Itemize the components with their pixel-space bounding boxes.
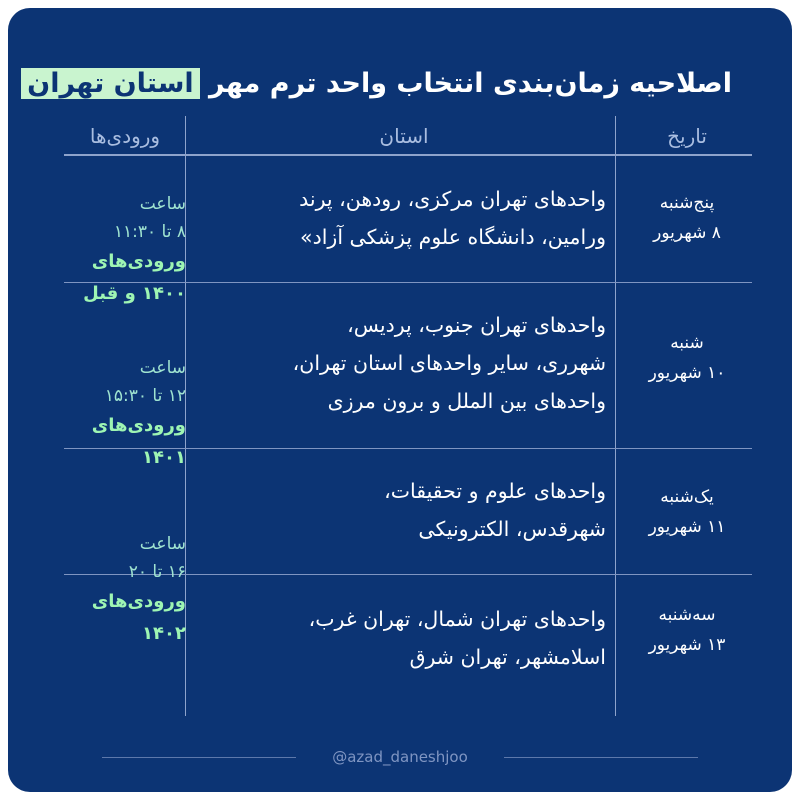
province-line: شهرقدس، الکترونیکی: [418, 517, 606, 541]
entry-time-range: ۱۶ تا ۲۰: [128, 562, 186, 582]
province-line: واحدهای تهران جنوب، پردیس،: [347, 313, 606, 337]
announcement-card: [8, 8, 792, 792]
footer-line-left: [102, 757, 296, 758]
province-line: ورامین، دانشگاه علوم پزشکی آزاد»: [300, 225, 606, 249]
title-highlight: استان تهران: [21, 68, 199, 99]
entry-year: ۱۴۰۰ و قبل: [83, 283, 186, 304]
entry-label: ورودی‌های: [91, 251, 186, 272]
entry-label: ورودی‌های: [91, 415, 186, 436]
row-day-date: ۸ شهریور: [653, 223, 721, 243]
row-date: [622, 600, 752, 660]
entry-group: [64, 530, 186, 650]
row-date: [622, 328, 752, 388]
row-date: [622, 188, 752, 248]
province-line: واحدهای علوم و تحقیقات،: [384, 479, 606, 503]
entry-label: ورودی‌های: [91, 591, 186, 612]
row-day: یک‌شنبه: [660, 487, 714, 507]
header-date: تاریخ: [667, 124, 707, 148]
header-province: استان: [379, 124, 429, 148]
row-provinces: [198, 180, 606, 256]
row-provinces: [198, 306, 606, 420]
province-line: واحدهای بین الملل و برون مرزی: [327, 389, 606, 413]
row-day: شنبه: [670, 333, 704, 353]
row-provinces: [198, 472, 606, 548]
entry-time-range: ۱۲ تا ۱۵:۳۰: [104, 386, 186, 406]
entry-time-label: ساعت: [139, 534, 186, 554]
entry-group: [64, 354, 186, 474]
entry-time-range: ۸ تا ۱۱:۳۰: [113, 222, 186, 242]
province-line: شهرری، سایر واحدهای استان تهران،: [292, 351, 606, 375]
header-entries: ورودی‌ها: [89, 124, 161, 148]
header-divider: [64, 154, 752, 156]
province-line: واحدهای تهران شمال، تهران غرب،: [308, 607, 606, 631]
province-line: واحدهای تهران مرکزی، رودهن، پرند: [299, 187, 606, 211]
row-day: پنج‌شنبه: [659, 193, 715, 213]
page-title: [21, 64, 732, 104]
title-main: اصلاحیه زمان‌بندی انتخاب واحد ترم مهر: [209, 68, 732, 99]
row-provinces: [198, 600, 606, 676]
footer-line-right: [504, 757, 698, 758]
footer-handle: @azad_daneshjoo: [332, 748, 468, 766]
entry-group: [64, 190, 186, 310]
row-date: [622, 482, 752, 542]
row-day-date: ۱۱ شهریور: [648, 517, 726, 537]
footer: [8, 745, 792, 769]
row-day: سه‌شنبه: [658, 605, 716, 625]
entry-year: ۱۴۰۱: [142, 447, 186, 468]
row-day-date: ۱۳ شهریور: [648, 635, 726, 655]
entry-time-label: ساعت: [139, 194, 186, 214]
entry-year: ۱۴۰۲: [142, 623, 186, 644]
row-day-date: ۱۰ شهریور: [648, 363, 726, 383]
province-line: اسلامشهر، تهران شرق: [409, 645, 606, 669]
entry-time-label: ساعت: [139, 358, 186, 378]
column-divider-right: [615, 116, 616, 716]
